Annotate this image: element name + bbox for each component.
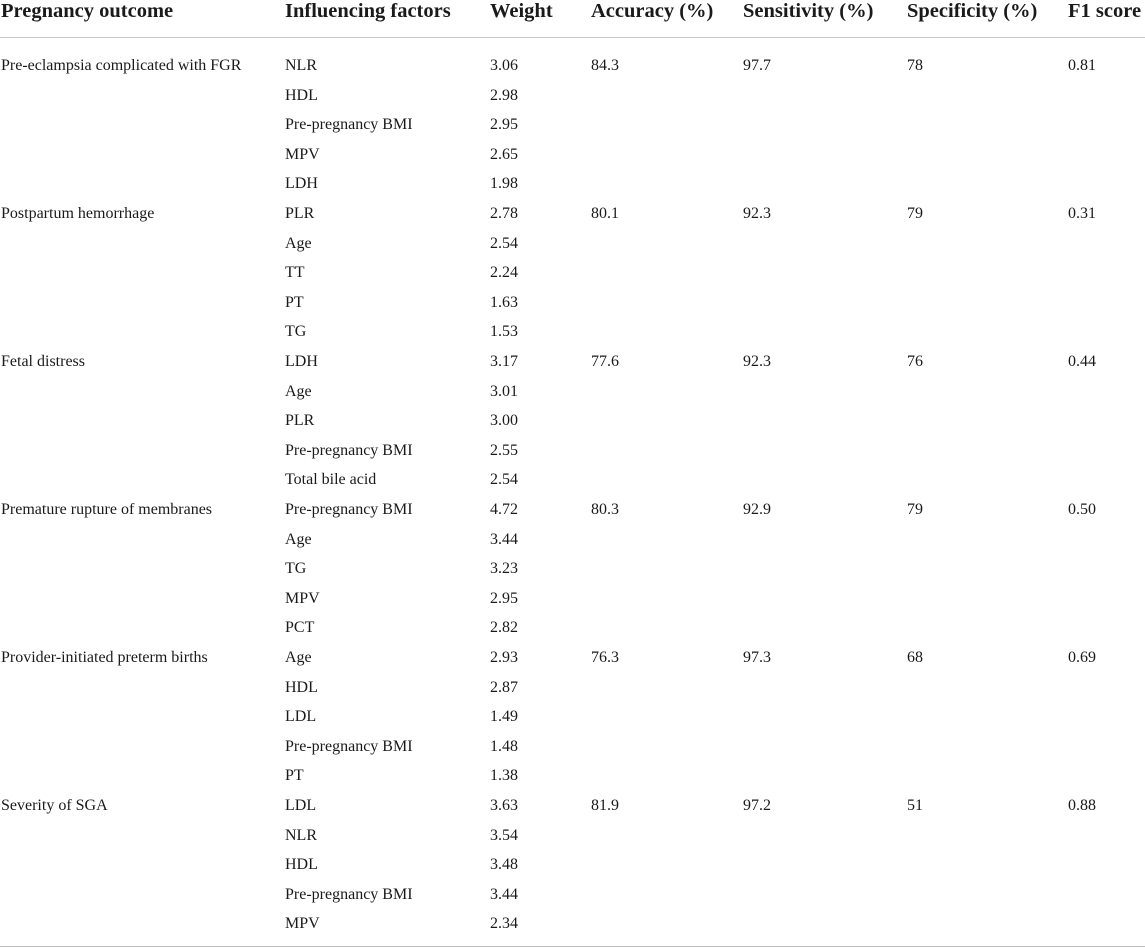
sensitivity-cell: 97.2 [743, 797, 771, 814]
influencing-factor-cell: TG [285, 323, 307, 341]
f1-score-cell: 0.69 [1068, 649, 1096, 666]
weight-cell: 3.63 [490, 797, 518, 814]
weight-cell: 4.72 [490, 501, 518, 518]
influencing-factor-cell: MPV [285, 145, 320, 163]
weight-cell: 1.49 [490, 708, 518, 726]
accuracy-cell: 84.3 [591, 57, 619, 74]
influencing-factor-cell: LDL [285, 797, 317, 814]
accuracy-cell: 80.1 [591, 205, 619, 222]
influencing-factor-cell: HDL [285, 678, 318, 696]
sensitivity-cell: 92.3 [743, 353, 771, 370]
sensitivity-cell: 97.7 [743, 57, 771, 74]
influencing-factor-cell: LDH [285, 353, 318, 370]
accuracy-cell: 76.3 [591, 649, 619, 666]
accuracy-cell: 77.6 [591, 353, 619, 370]
specificity-cell: 76 [907, 353, 923, 370]
influencing-factor-cell: Pre-pregnancy BMI [285, 501, 413, 518]
influencing-factor-cell: PLR [285, 205, 315, 222]
weight-cell: 2.54 [490, 234, 518, 252]
weight-cell: 3.17 [490, 353, 518, 370]
specificity-cell: 78 [907, 57, 923, 74]
influencing-factor-cell: MPV [285, 589, 320, 607]
weight-cell: 2.55 [490, 441, 518, 459]
header-specificity: Specificity (%) [907, 0, 1038, 22]
influencing-factor-cell: Total bile acid [285, 471, 377, 489]
weight-cell: 1.53 [490, 323, 518, 341]
influencing-factor-cell: Age [285, 234, 312, 252]
weight-cell: 2.65 [490, 145, 518, 163]
influencing-factor-cell: Pre-pregnancy BMI [285, 885, 413, 903]
influencing-factor-cell: Pre-pregnancy BMI [285, 116, 413, 134]
influencing-factor-cell: Pre-pregnancy BMI [285, 441, 413, 459]
influencing-factor-cell: PLR [285, 412, 315, 430]
influencing-factor-cell: Age [285, 382, 312, 400]
header-accuracy: Accuracy (%) [591, 0, 714, 22]
weight-cell: 2.82 [490, 619, 518, 637]
weight-cell: 2.93 [490, 649, 518, 666]
influencing-factor-cell: Age [285, 649, 312, 666]
influencing-factor-cell: PT [285, 767, 304, 785]
pregnancy-outcome-cell: Fetal distress [1, 353, 85, 370]
header-influencing-factors: Influencing factors [285, 0, 451, 22]
weight-cell: 2.24 [490, 264, 518, 282]
influencing-factor-cell: PCT [285, 619, 315, 637]
pregnancy-outcome-cell: Severity of SGA [1, 797, 108, 814]
weight-cell: 1.63 [490, 293, 518, 311]
weight-cell: 3.44 [490, 885, 518, 903]
influencing-factor-cell: HDL [285, 86, 318, 104]
influencing-factor-cell: Pre-pregnancy BMI [285, 737, 413, 755]
influencing-factor-cell: PT [285, 293, 304, 311]
weight-cell: 1.38 [490, 767, 518, 785]
specificity-cell: 68 [907, 649, 923, 666]
influencing-factor-cell: TG [285, 560, 307, 578]
header-f1-score: F1 score [1068, 0, 1142, 22]
pregnancy-outcome-cell: Premature rupture of membranes [1, 501, 213, 518]
influencing-factor-cell: TT [285, 264, 305, 282]
pregnancy-outcome-cell: Postpartum hemorrhage [1, 205, 155, 222]
f1-score-cell: 0.81 [1068, 57, 1096, 74]
f1-score-cell: 0.44 [1068, 353, 1096, 370]
specificity-cell: 79 [907, 205, 923, 222]
influencing-factor-cell: HDL [285, 856, 318, 874]
weight-cell: 3.01 [490, 382, 518, 400]
influencing-factor-cell: NLR [285, 826, 317, 844]
header-pregnancy-outcome: Pregnancy outcome [1, 0, 174, 22]
weight-cell: 3.23 [490, 560, 518, 578]
influencing-factor-cell: LDH [285, 175, 318, 193]
sensitivity-cell: 92.9 [743, 501, 771, 518]
weight-cell: 2.54 [490, 471, 518, 489]
weight-cell: 2.87 [490, 678, 518, 696]
header-weight: Weight [490, 0, 553, 22]
weight-cell: 2.98 [490, 86, 518, 104]
accuracy-cell: 81.9 [591, 797, 619, 814]
weight-cell: 2.78 [490, 205, 518, 222]
specificity-cell: 51 [907, 797, 923, 814]
f1-score-cell: 0.50 [1068, 501, 1096, 518]
weight-cell: 1.98 [490, 175, 518, 193]
weight-cell: 1.48 [490, 737, 518, 755]
influencing-factor-cell: MPV [285, 915, 320, 933]
pregnancy-outcome-cell: Provider-initiated preterm births [1, 649, 208, 666]
pregnancy-outcome-cell: Pre-eclampsia complicated with FGR [1, 57, 242, 74]
f1-score-cell: 0.88 [1068, 797, 1096, 814]
sensitivity-cell: 92.3 [743, 205, 771, 222]
f1-score-cell: 0.31 [1068, 205, 1096, 222]
weight-cell: 3.06 [490, 57, 518, 74]
weight-cell: 2.34 [490, 915, 518, 933]
influencing-factor-cell: Age [285, 530, 312, 548]
weight-cell: 3.48 [490, 856, 518, 874]
sensitivity-cell: 97.3 [743, 649, 771, 666]
weight-cell: 3.44 [490, 530, 518, 548]
weight-cell: 2.95 [490, 589, 518, 607]
weight-cell: 3.54 [490, 826, 518, 844]
specificity-cell: 79 [907, 501, 923, 518]
influencing-factor-cell: LDL [285, 708, 317, 726]
table-bottom-rule [0, 946, 1145, 947]
weight-cell: 3.00 [490, 412, 518, 430]
weight-cell: 2.95 [490, 116, 518, 134]
accuracy-cell: 80.3 [591, 501, 619, 518]
influencing-factor-cell: NLR [285, 57, 317, 74]
header-sensitivity: Sensitivity (%) [743, 0, 874, 22]
